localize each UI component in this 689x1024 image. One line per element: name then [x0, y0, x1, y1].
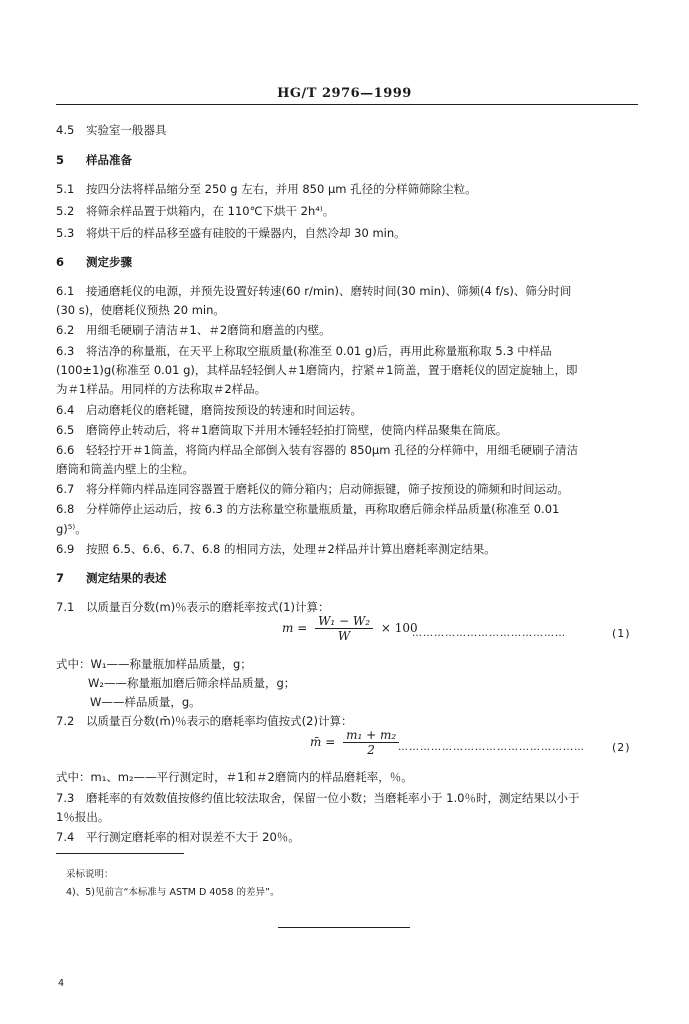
clause-6-2: 6.2 用细毛硬刷子清洁＃1、＃2磨筒和磨盖的内壁。: [56, 323, 331, 337]
formula-1-number: (1): [612, 627, 631, 640]
formula-2-lhs: m̄ =: [310, 735, 336, 749]
section-6-title: 6 测定步骤: [56, 255, 132, 269]
clause-5-1: 5.1 按四分法将样品缩分至 250 g 左右，并用 850 μm 孔径的分样筛筛除尘粒。: [56, 182, 477, 196]
formula-1: [282, 614, 418, 643]
section-7-title: 7 测定结果的表述: [56, 571, 167, 585]
clause-6-8-cont: g)⁵⁾。: [56, 522, 87, 536]
clause-6-5: 6.5 磨筒停止转动后，将＃1磨筒取下并用木锤轻轻拍打筒壁，使筒内样品聚集在筒底。: [56, 423, 508, 437]
clause-6-3: 6.3 将洁净的称量瓶，在天平上称取空瓶质量(称准至 0.01 g)后，再用此称量瓶称取 5.3 中样品: [56, 344, 552, 358]
clause-6-9: 6.9 按照 6.5、6.6、6.7、6.8 的相同方法，处理＃2样品并计算出磨耗率测定结果。: [56, 542, 496, 556]
formula-2-fraction: [343, 728, 399, 757]
where-1-line-1: 式中：W₁——称量瓶加样品质量，g；: [56, 657, 252, 671]
where-1-line-2: W₂——称量瓶加磨后筛余样品质量，g；: [88, 676, 296, 690]
clause-7-3-cont: 1％报出。: [56, 810, 110, 824]
clause-6-7: 6.7 将分样筛内样品连同容器置于磨耗仪的筛分箱内；启动筛振键，筛子按预设的筛频和时间运动。: [56, 482, 569, 496]
clause-7-3: 7.3 磨耗率的有效数值按修约值比较法取舍，保留一位小数；当磨耗率小于 1.0％时，测定结果以小于: [56, 791, 580, 805]
clause-6-3-cont-2: 为＃1样品。用同样的方法称取＃2样品。: [56, 382, 267, 396]
formula-2-number: (2): [612, 741, 631, 754]
clause-5-3: 5.3 将烘干后的样品移至盛有硅胶的干燥器内，自然冷却 30 min。: [56, 226, 406, 240]
formula-2-numerator: m₁ + m₂: [343, 728, 399, 743]
clause-6-6-cont: 磨筒和筒盖内壁上的尘粒。: [56, 462, 194, 476]
clause-6-1: 6.1 接通磨耗仪的电源，并预先设置好转速(60 r/min)、磨转时间(30 min)、筛频(4 f/s)、筛分时间: [56, 284, 572, 298]
formula-1-fraction: [315, 614, 373, 643]
clause-7-4: 7.4 平行测定磨耗率的相对误差不大于 20％。: [56, 830, 300, 844]
formula-1-denominator: W: [337, 629, 351, 643]
clause-5-2: 5.2 将筛余样品置于烘箱内，在 110℃下烘干 2h⁴⁾。: [56, 204, 335, 218]
clause-6-8: 6.8 分样筛停止运动后，按 6.3 的方法称量空称量瓶质量，再称取磨后筛余样品质量(称准至 0.01: [56, 502, 560, 516]
formula-1-tail: × 100: [380, 621, 418, 635]
where-2: 式中：m₁、m₂——平行测定时，＃1和＃2磨筒内的样品磨耗率，％。: [56, 770, 413, 784]
clause-6-4: 6.4 启动磨耗仪的磨耗键，磨筒按预设的转速和时间运转。: [56, 403, 362, 417]
formula-2-denominator: 2: [367, 743, 375, 757]
where-1-line-3: W——样品质量，g。: [90, 695, 201, 709]
section-5-title: 5 样品准备: [56, 153, 132, 167]
formula-1-numerator: W₁ − W₂: [315, 614, 373, 629]
footnote-rule: [56, 853, 184, 854]
end-rule: [278, 927, 410, 928]
formula-2: [310, 728, 403, 757]
formula-1-leader: ……………………………………: [412, 628, 566, 639]
standard-header: HG/T 2976—1999: [277, 86, 412, 101]
page-number: 4: [58, 978, 65, 989]
clause-7-2: 7.2 以质量百分数(m̄)％表示的磨耗率均值按式(2)计算：: [56, 714, 353, 728]
clause-7-1: 7.1 以质量百分数(m)％表示的磨耗率按式(1)计算：: [56, 600, 330, 614]
header-rule: [56, 104, 638, 105]
footnote-title: 采标说明：: [66, 869, 114, 880]
formula-1-lhs: m =: [282, 621, 308, 635]
clause-6-6: 6.6 轻轻拧开＃1筒盖，将筒内样品全部倒入装有容器的 850μm 孔径的分样筛中，用细毛硬刷子清洁: [56, 443, 579, 457]
formula-2-leader: ……………………………………………: [398, 742, 585, 753]
clause-6-3-cont-1: (100±1)g(称准至 0.01 g)，其样品轻轻倒人＃1磨筒内，拧紧＃1筒盖，置于磨耗仪的固定旋轴上，即: [56, 363, 578, 377]
clause-6-1-cont: (30 s)，使磨耗仪预热 20 min。: [56, 303, 225, 317]
clause-4-5: 4.5 实验室一般器具: [56, 123, 167, 137]
footnote-text: 4)、5)见前言“本标准与 ASTM D 4058 的差异”。: [66, 887, 280, 898]
